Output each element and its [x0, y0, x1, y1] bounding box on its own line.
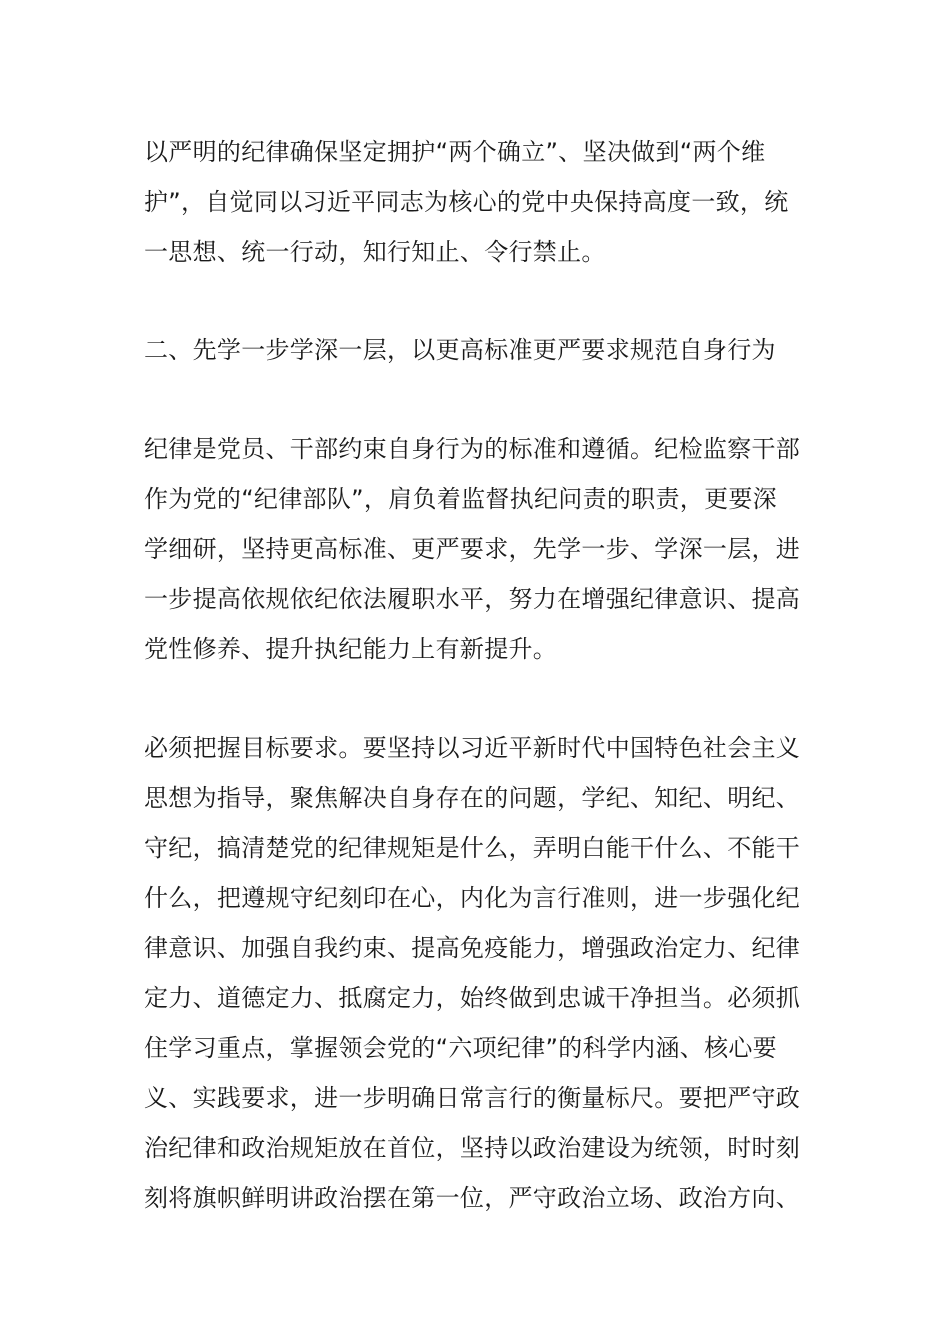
text-line: 刻将旗帜鲜明讲政治摆在第一位，严守政治立场、政治方向、	[144, 1184, 801, 1212]
text-line: 纪律是党员、干部约束自身行为的标准和遵循。纪检监察干部	[144, 435, 801, 463]
text-line: 住学习重点，掌握领会党的“六项纪律”的科学内涵、核心要	[144, 1034, 777, 1062]
text-line: 思想为指导，聚焦解决自身存在的问题，学纪、知纪、明纪、	[144, 784, 801, 812]
text-line: 党性修养、提升执纪能力上有新提升。	[144, 635, 558, 663]
text-line: 护”，自觉同以习近平同志为核心的党中央保持高度一致，统	[144, 188, 789, 216]
paragraph-target-requirements	[144, 723, 814, 1223]
text-line: 一思想、统一行动，知行知止、令行禁止。	[144, 238, 606, 266]
text-line: 以严明的纪律确保坚定拥护“两个确立”、坚决做到“两个维	[144, 138, 766, 166]
text-line: 定力、道德定力、抵腐定力，始终做到忠诚干净担当。必须抓	[144, 984, 801, 1012]
text-line: 律意识、加强自我约束、提高免疫能力，增强政治定力、纪律	[144, 934, 801, 962]
text-line: 作为党的“纪律部队”，肩负着监督执纪问责的职责，更要深	[144, 485, 777, 513]
text-line: 守纪，搞清楚党的纪律规矩是什么，弄明白能干什么、不能干	[144, 834, 801, 862]
section-heading	[144, 325, 814, 375]
text-line: 义、实践要求，进一步明确日常言行的衡量标尺。要把严守政	[144, 1084, 801, 1112]
text-line: 学细研，坚持更高标准、更严要求，先学一步、学深一层，进	[144, 535, 801, 563]
text-line: 一步提高依规依纪依法履职水平，努力在增强纪律意识、提高	[144, 585, 801, 613]
paragraph-discipline-intro	[144, 127, 814, 277]
text-line: 什么，把遵规守纪刻印在心，内化为言行准则，进一步强化纪	[144, 884, 801, 912]
text-line: 治纪律和政治规矩放在首位，坚持以政治建设为统领，时时刻	[144, 1134, 801, 1162]
paragraph-discipline-standard	[144, 424, 814, 674]
heading-line: 二、先学一步学深一层，以更高标准更严要求规范自身行为	[144, 336, 776, 364]
text-line: 必须把握目标要求。要坚持以习近平新时代中国特色社会主义	[144, 734, 801, 762]
